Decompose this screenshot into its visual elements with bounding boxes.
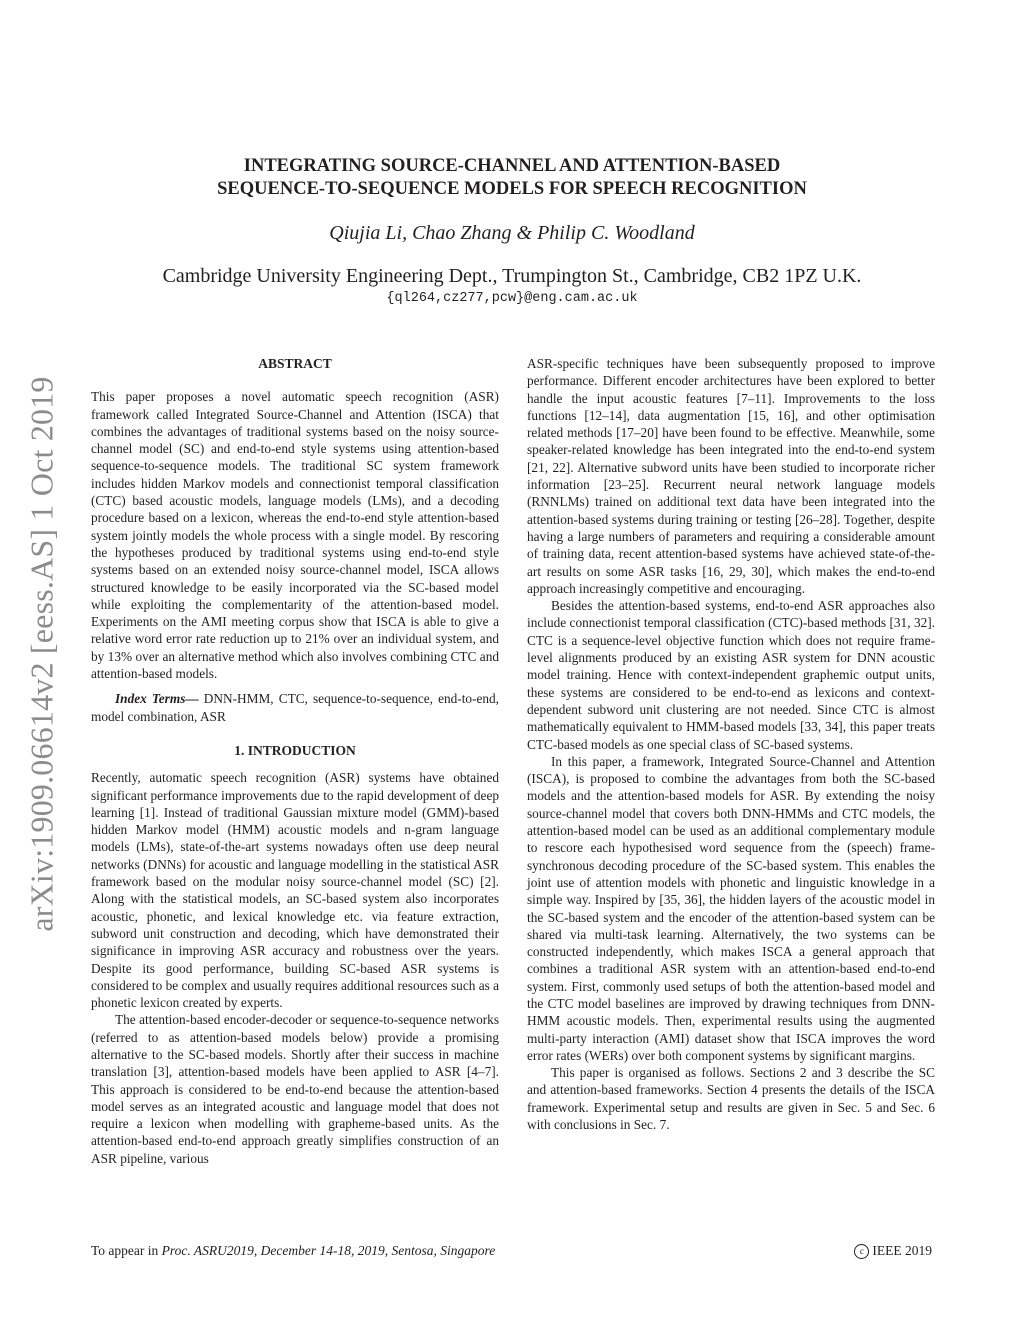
- index-terms-label: Index Terms—: [115, 691, 199, 707]
- affiliation: Cambridge University Engineering Dept., Trumpington St., Cambridge, CB2 1PZ U.K.: [162, 265, 862, 287]
- intro-paragraph-5: In this paper, a framework, Integrated Source-Channel and Attention (ISCA), is proposed to combine the advantages from both the SC-based models and the attention-based models for ASR. By extending the noisy source-channel model that covers both DNN-HMMs and CTC models, the attention-based model can be used as an additional complementary module to rescore each hypothesised word sequence from the (speech) frame-synchronous decoding procedure of the SC-based system. This enables the joint use of attention models with phonetic and linguistic knowledge in a simple way. Inspired by [35, 36], the hidden layers of the acoustic model in the SC-based system and the encoder of the attention-based system can be shared via multi-task learning. Alternatively, the two systems can be constructed independently, which makes ISCA a general approach that combines a traditional ASR system with an attention-based end-to-end system. First, commonly used setups of both the attention-based model and the CTC model baselines are improved by drawing techniques from DNN-HMM acoustic models. Then, experimental results using the augmented multi-party interaction (AMI) dataset show that ISCA improves the word error rates (WERs) over both component systems by significant margins.: [527, 753, 935, 1063]
- intro-paragraph-3: ASR-specific techniques have been subsequently proposed to improve performance. Different encoder architectures have been explored to better handle the input acoustic features [7–11]. Improvements to the loss functions [12–14], data augmentation [15, 16], and other optimisation related methods [17–20] have been found to be effective. Meanwhile, some speaker-related knowledge has been integrated into the end-to-end system [21, 22]. Alternative subword units have been studied to incorporate richer information [23–25]. Recurrent neural network language models (RNNLMs) trained on additional text data have been integrated into the attention-based systems during training or testing [26–28]. Together, despite having a large numbers of parameters and requiring a considerable amount of training data, recent attention-based systems have achieved state-of-the-art results on some ASR tasks [16, 29, 30], which makes the end-to-end approach increasingly competitive and encouraging.: [527, 356, 935, 596]
- arxiv-id: arXiv:1909.06614v2 [eess.AS] 1 Oct 2019: [23, 376, 60, 932]
- title-line-1: INTEGRATING SOURCE-CHANNEL AND ATTENTION-BASED: [243, 156, 781, 176]
- index-terms: [91, 690, 499, 725]
- index-terms-text: DNN-HMM, CTC, sequence-to-sequence, end-to-end, model combination, ASR: [91, 691, 499, 724]
- introduction-heading: 1. INTRODUCTION: [234, 742, 356, 758]
- footer-copyright: [854, 1243, 932, 1259]
- paper-title: [150, 155, 874, 201]
- intro-paragraph-2: The attention-based encoder-decoder or sequence-to-sequence networks (referred to as attention-based models below) provide a promising alternative to the SC-based models. Shortly after their success in machine translation [3], attention-based models have been applied to ASR [4–7]. This approach is considered to be end-to-end because the attention-based model serves as an integrated acoustic and language model that does not require a lexicon when modelling with grapheme-based units. As the attention-based end-to-end approach greatly simplifies construction of an ASR pipeline, various: [91, 1012, 499, 1166]
- copyright-icon: c: [854, 1244, 869, 1259]
- intro-paragraph-6: This paper is organised as follows. Sections 2 and 3 describe the SC and attention-based frameworks. Section 4 presents the details of the ISCA framework. Experimental setup and results are given in Sec. 5 and Sec. 6 with conclusions in Sec. 7.: [527, 1065, 935, 1133]
- abstract-text: This paper proposes a novel automatic speech recognition (ASR) framework called Integrated Source-Channel and Attention (ISCA) that combines the advantages of traditional systems based on the noisy source-channel model (SC) and end-to-end style systems using attention-based sequence-to-sequence models. The traditional SC system framework includes hidden Markov models and connectionist temporal classification (CTC) based acoustic models, language models (LMs), and a decoding procedure based on a lexicon, whereas the end-to-end style attention-based system jointly models the whole process with a single model. By rescoring the hypotheses produced by traditional systems using end-to-end style systems based on an extended noisy source-channel model, ISCA allows structured knowledge to be easily incorporated via the SC-based model while exploiting the complementarity of the attention-based model. Experiments on the AMI meeting corpus show that ISCA is able to give a relative word error rate reduction up to 21% over an individual system, and by 13% over an alternative method which also involves combining CTC and attention-based models.: [91, 389, 499, 682]
- authors: Qiujia Li, Chao Zhang & Philip C. Woodland: [329, 222, 695, 244]
- left-column: [91, 355, 499, 1167]
- title-line-2: SEQUENCE-TO-SEQUENCE MODELS FOR SPEECH RECOGNITION: [217, 179, 807, 199]
- abstract-heading: ABSTRACT: [258, 356, 332, 371]
- intro-paragraph-4: Besides the attention-based systems, end-to-end ASR approaches also include connectionist temporal classification (CTC)-based methods [31, 32]. CTC is a sequence-level objective function which does not require frame-level alignments produced by an existing ASR system for DNN acoustic model training. Hence with context-independent graphemic output units, these systems are considered to be end-to-end as lexicons and context-dependent subword unit clustering are not needed. Since CTC is almost mathematically equivalent to HMM-based models [33, 34], this paper treats CTC-based models as one special class of SC-based systems.: [527, 598, 935, 752]
- right-column: [527, 355, 935, 1133]
- footer-venue-text: Proc. ASRU2019, December 14-18, 2019, Sentosa, Singapore: [161, 1243, 496, 1258]
- email: {ql264,cz277,pcw}@eng.cam.ac.uk: [386, 291, 638, 306]
- footer-copyright-text: IEEE 2019: [872, 1243, 932, 1258]
- intro-paragraph-1: Recently, automatic speech recognition (ASR) systems have obtained significant performance improvements due to the rapid development of deep learning [1]. Instead of traditional Gaussian mixture model (GMM)-based hidden Markov model (HMM) acoustic models and n-gram language models (LMs), state-of-the-art systems nowadays often use deep neural networks (DNNs) for acoustic and language modelling in the statistical ASR framework based on the modular noisy source-channel model (SC) [2]. Along with the statistical models, an SC-based system also incorporates acoustic, phonetic, and lexical knowledge etc. via feature extraction, subword unit construction and decoding, which have demonstrated their significance in improving ASR accuracy and robustness over the years. Despite its good performance, building SC-based ASR systems is considered to be complex and usually requires additional resources such as a phonetic lexicon created by experts.: [91, 770, 500, 1011]
- footer-venue: [91, 1243, 495, 1259]
- footer-prefix: To appear in: [91, 1243, 162, 1258]
